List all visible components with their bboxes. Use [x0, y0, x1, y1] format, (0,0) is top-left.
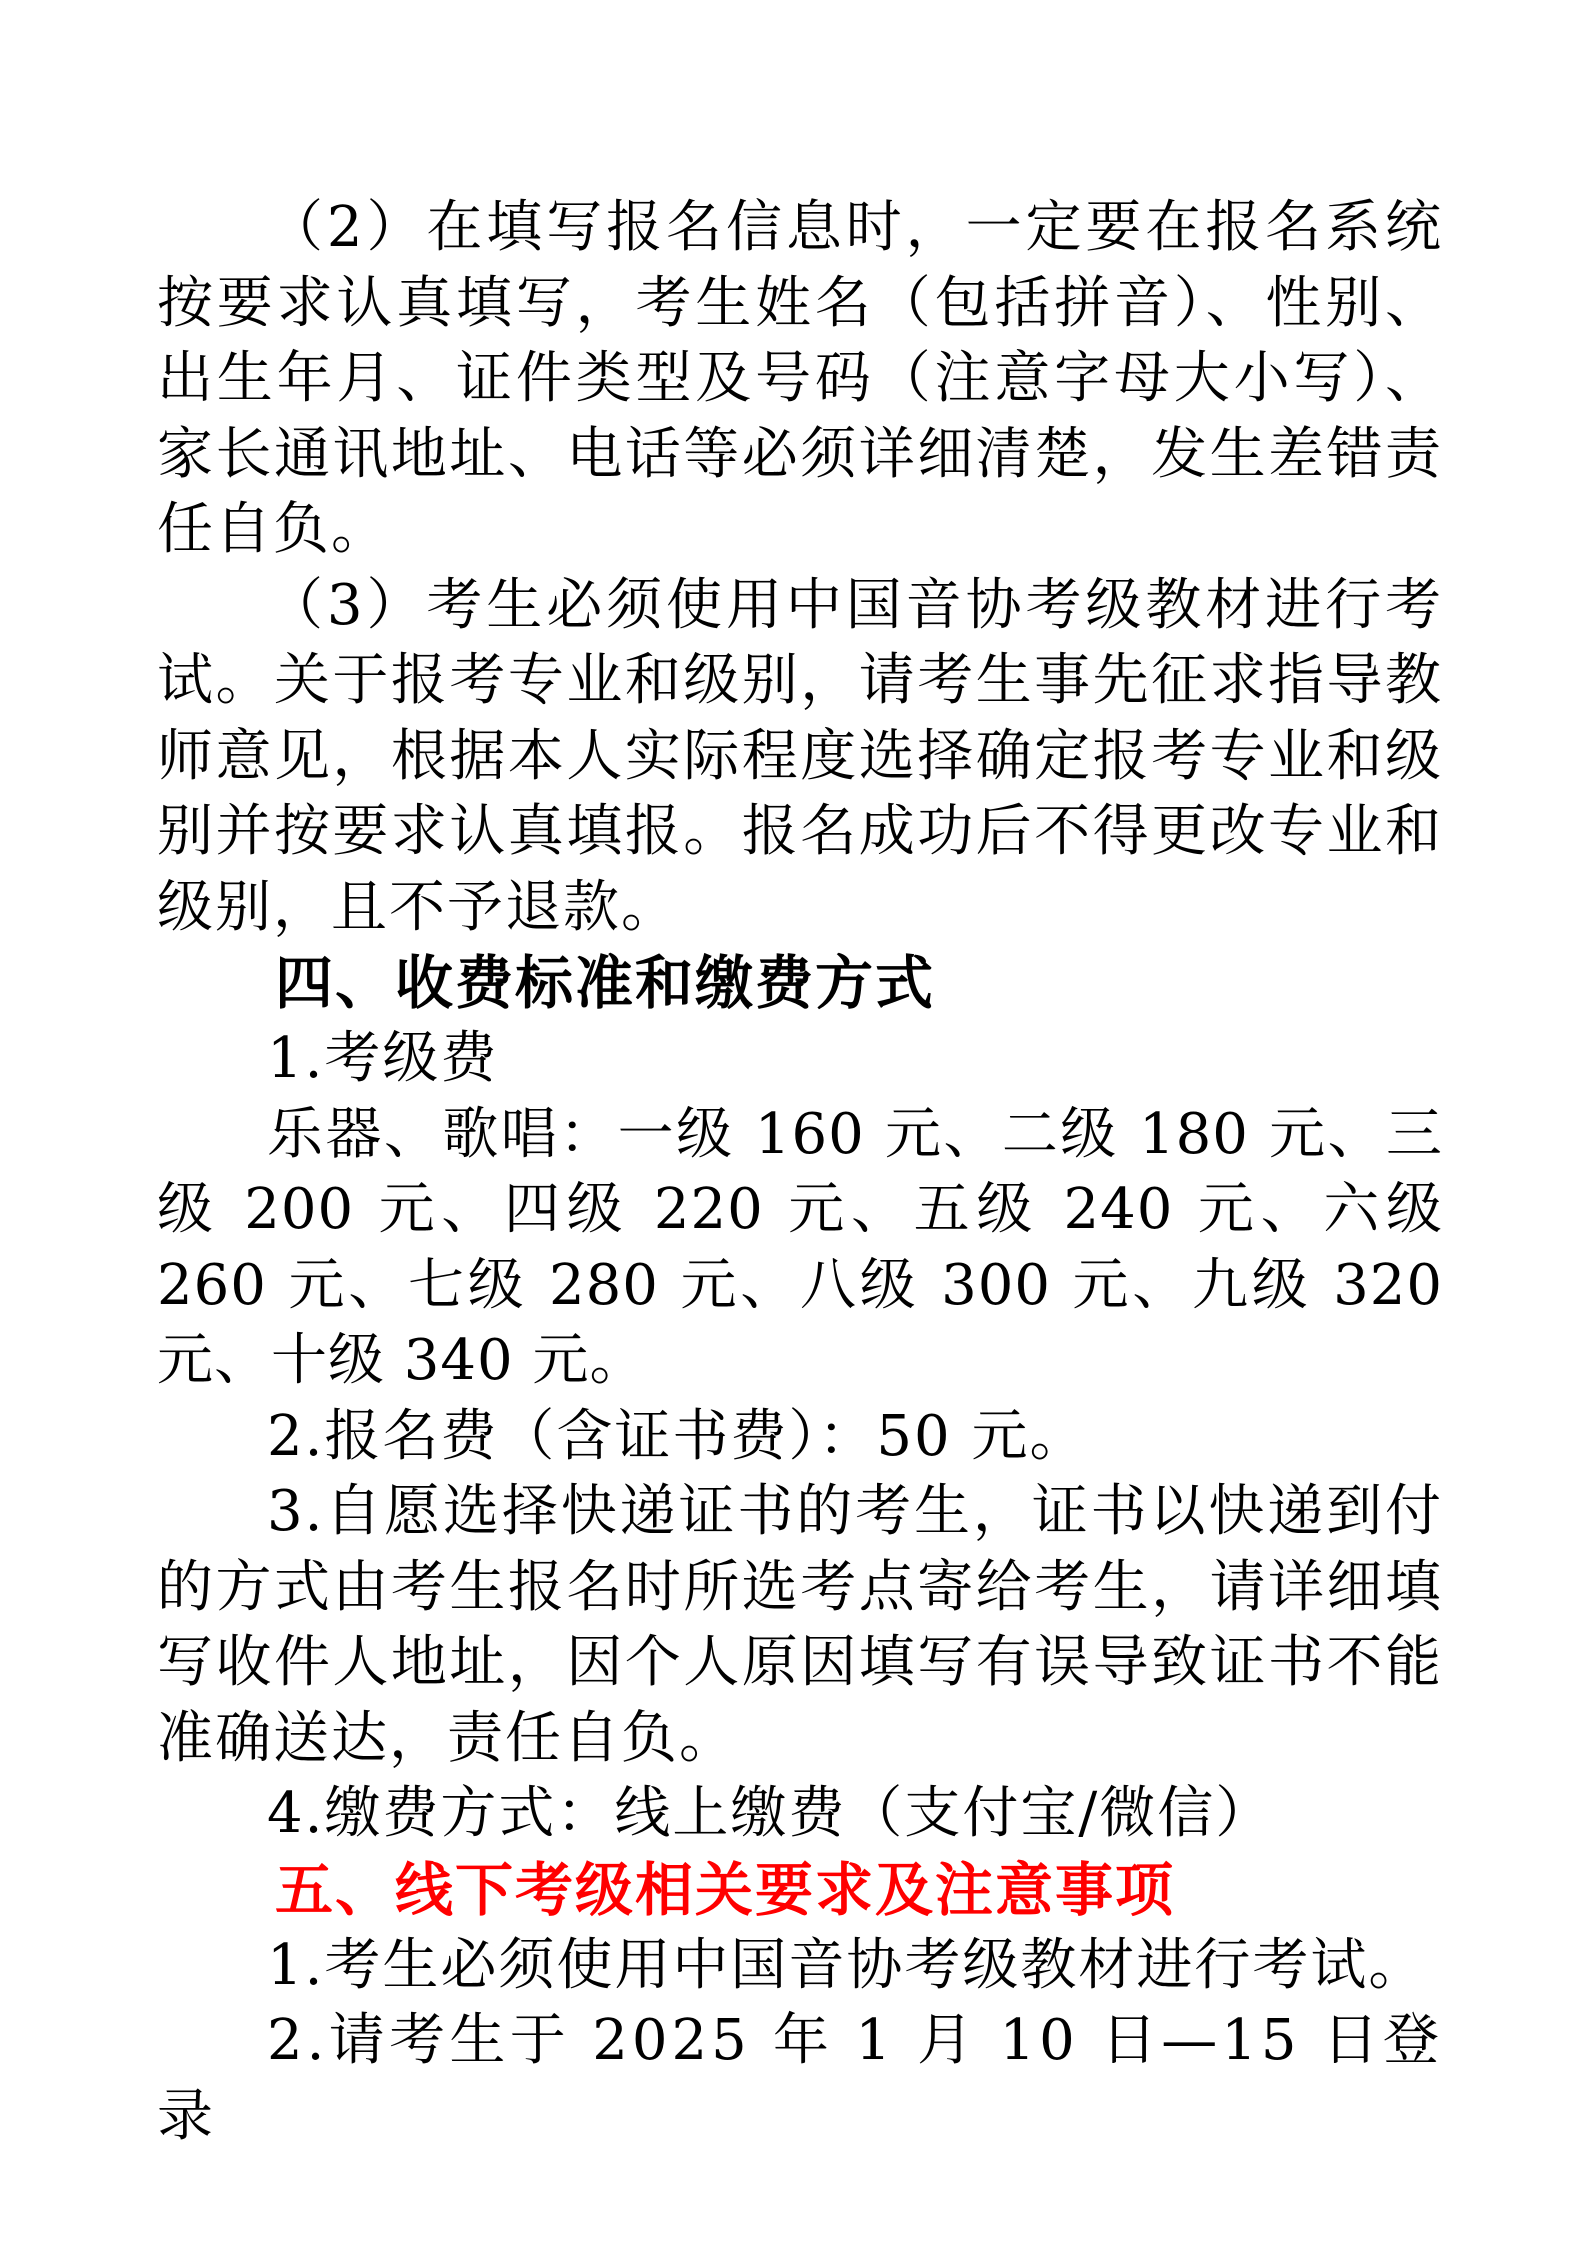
paragraph-fill-info: （2）在填写报名信息时，一定要在报名系统按要求认真填写，考生姓名（包括拼音）、性别、出生年月、证件类型及号码（注意字母大小写）、家长通讯地址、电话等必须详细清楚，发生差错责任自负。 [157, 195, 1443, 562]
document-body [157, 190, 1443, 2154]
offline-item-1: 1.考生必须使用中国音协考级教材进行考试。 [267, 1932, 1427, 1998]
fee-item-1-detail: 乐器、歌唱：一级 160 元、二级 180 元、三级 200 元、四级 220 元、五级 240 元、六级 260 元、七级 280 元、八级 300 元、九级 320 元、十级 340 元。 [157, 1101, 1443, 1393]
fee-item-1-title: 1.考级费 [267, 1026, 499, 1091]
offline-item-2: 2.请考生于 2025 年 1 月 10 日—15 日登录 [157, 2008, 1443, 2149]
section-heading-offline: 五、线下考级相关要求及注意事项 [275, 1855, 1176, 1924]
fee-item-4: 4.缴费方式：线上缴费（支付宝/微信） [267, 1781, 1274, 1846]
section-heading-fees: 四、收费标准和缴费方式 [275, 949, 936, 1017]
fee-item-3: 3.自愿选择快递证书的考生，证书以快递到付的方式由考生报名时所选考点寄给考生，请详细填写收件人地址，因个人原因填写有误导致证书不能准确送达，责任自负。 [157, 1479, 1443, 1771]
paragraph-textbook: （3）考生必须使用中国音协考级教材进行考试。关于报考专业和级别，请考生事先征求指导教师意见，根据本人实际程度选择确定报考专业和级别并按要求认真填报。报名成功后不得更改专业和级别，且不予退款。 [157, 572, 1443, 940]
fee-item-2: 2.报名费（含证书费）：50 元。 [267, 1403, 1088, 1469]
